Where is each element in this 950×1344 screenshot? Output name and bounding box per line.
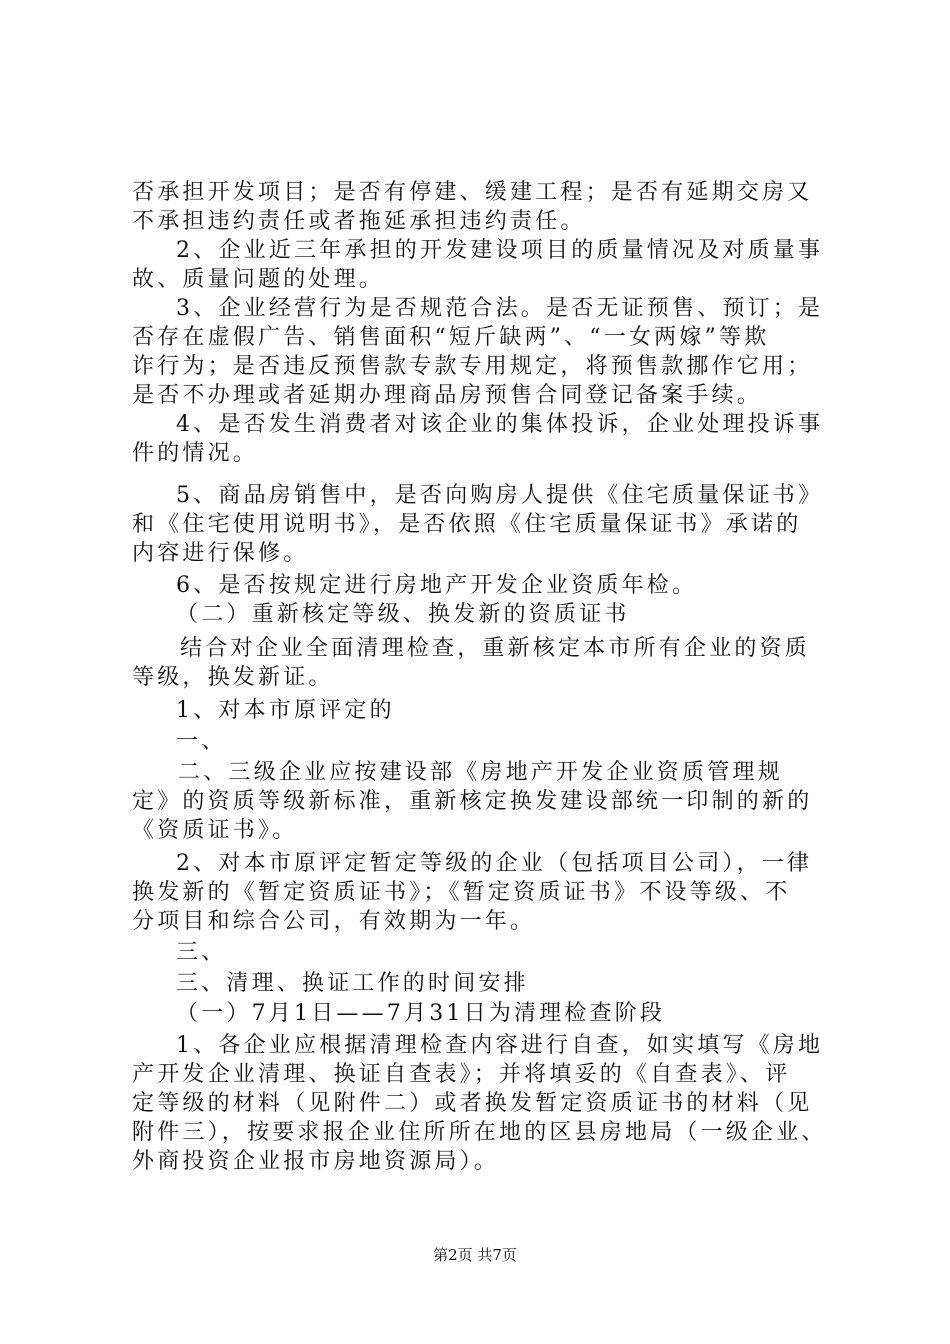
body-line: 2、对本市原评定暂定等级的企业（包括项目公司），一律 (176, 851, 813, 876)
body-line: 4、是否发生消费者对该企业的集体投诉，企业处理投诉事 (176, 412, 824, 437)
body-line: 故、质量问题的处理。 (132, 267, 385, 292)
body-line: 和《住宅使用说明书》，是否依照《住宅质量保证书》承诺的 (132, 512, 802, 537)
body-line: 诈行为；是否违反预售款专款专用规定，将预售款挪作它用； (132, 354, 813, 379)
body-line: 不承担违约责任或者拖延承担违约责任。 (132, 209, 586, 234)
body-line: 否存在虚假广告、销售面积“短斤缺两”、“一女两嫁”等欺 (132, 325, 770, 350)
body-line: 定》的资质等级新标准，重新核定换发建设部统一印制的新的 (132, 789, 813, 814)
body-line: 件的情况。 (132, 441, 259, 466)
body-line: 等级，换发新证。 (132, 665, 334, 690)
body-line: 3、企业经营行为是否规范合法。是否无证预售、预订；是 (176, 296, 824, 321)
body-line: 三、 (176, 940, 227, 965)
body-line: 是否不办理或者延期办理商品房预售合同登记备案手续。 (132, 383, 763, 408)
body-line: 换发新的《暂定资质证书》；《暂定资质证书》不设等级、不 (132, 880, 791, 905)
body-line: 二、三级企业应按建设部《房地产开发企业资质管理规 (178, 760, 783, 785)
body-line: 2、企业近三年承担的开发建设项目的质量情况及对质量事 (176, 238, 824, 263)
section-heading: （二）重新核定等级、换发新的资质证书 (176, 602, 630, 627)
body-line: 1、各企业应根据清理检查内容进行自查，如实填写《房地 (176, 1033, 824, 1058)
body-line: 一、 (176, 729, 227, 754)
section-heading: （一）7月1日——7月31日为清理检查阶段 (176, 1001, 666, 1026)
body-line: 5、商品房销售中，是否向购房人提供《住宅质量保证书》 (176, 483, 824, 508)
body-line: 产开发企业清理、换证自查表》；并将填妥的《自查表》、评 (132, 1062, 791, 1087)
body-line: 结合对企业全面清理检查，重新核定本市所有企业的资质 (180, 636, 811, 661)
body-line: 否承担开发项目；是否有停建、缓建工程；是否有延期交房又 (132, 180, 813, 205)
page-number: 第2页 共7页 (433, 1246, 517, 1264)
body-line: 内容进行保修。 (132, 541, 309, 566)
section-heading: 三、清理、换证工作的时间安排 (176, 971, 529, 996)
body-line: 6、是否按规定进行房地产开发企业资质年检。 (176, 573, 698, 598)
body-line: 1、对本市原评定的 (176, 698, 395, 723)
body-line: 定等级的材料（见附件二）或者换发暂定资质证书的材料（见 (132, 1091, 813, 1116)
body-line: 附件三），按要求报企业住所所在地的区县房地局（一级企业、 (132, 1120, 827, 1145)
body-line: 分项目和综合公司，有效期为一年。 (132, 909, 536, 934)
body-line: 外商投资企业报市房地资源局）。 (132, 1149, 500, 1174)
body-line: 《资质证书》。 (132, 818, 298, 843)
